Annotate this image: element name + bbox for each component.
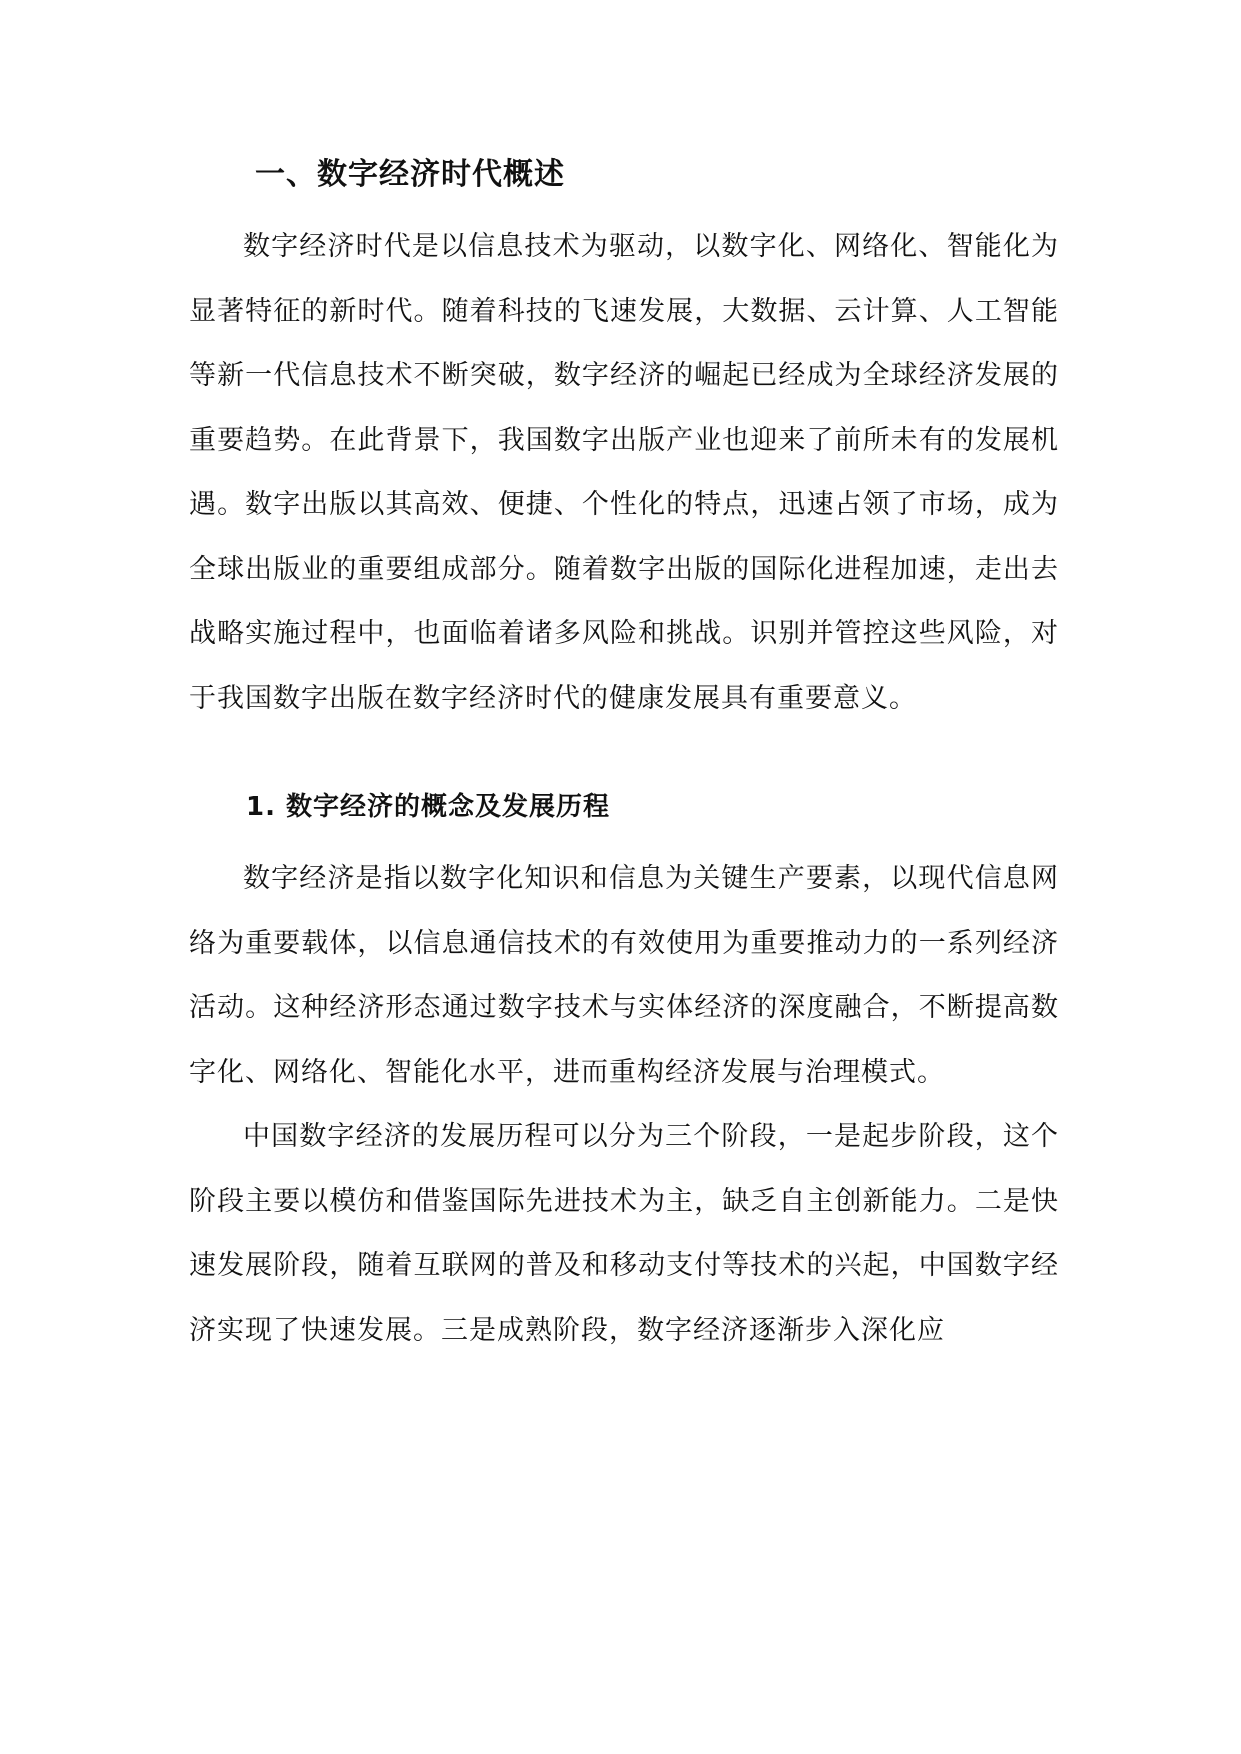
document-body: [189, 145, 1059, 1363]
subsection-heading: 1. 数字经济的概念及发展历程: [246, 792, 611, 822]
paragraph-history: 中国数字经济的发展历程可以分为三个阶段，一是起步阶段，这个阶段主要以模仿和借鉴国际先进技术为主，缺乏自主创新能力。二是快速发展阶段，随着互联网的普及和移动支付等技术的兴起，中国数字经济实现了快速发展。三是成熟阶段，数字经济逐渐步入深化应: [189, 1121, 1059, 1346]
paragraph-concept: 数字经济是指以数字化知识和信息为关键生产要素，以现代信息网络为重要载体，以信息通信技术的有效使用为重要推动力的一系列经济活动。这种经济形态通过数字技术与实体经济的深度融合，不断提高数字化、网络化、智能化水平，进而重构经济发展与治理模式。: [189, 863, 1059, 1088]
paragraph-overview: 数字经济时代是以信息技术为驱动，以数字化、网络化、智能化为显著特征的新时代。随着科技的飞速发展，大数据、云计算、人工智能等新一代信息技术不断突破，数字经济的崛起已经成为全球经济发展的重要趋势。在此背景下，我国数字出版产业也迎来了前所未有的发展机遇。数字出版以其高效、便捷、个性化的特点，迅速占领了市场，成为全球出版业的重要组成部分。随着数字出版的国际化进程加速，走出去战略实施过程中，也面临着诸多风险和挑战。识别并管控这些风险，对于我国数字出版在数字经济时代的健康发展具有重要意义。: [189, 231, 1059, 714]
section-heading: 一、数字经济时代概述: [255, 157, 565, 192]
